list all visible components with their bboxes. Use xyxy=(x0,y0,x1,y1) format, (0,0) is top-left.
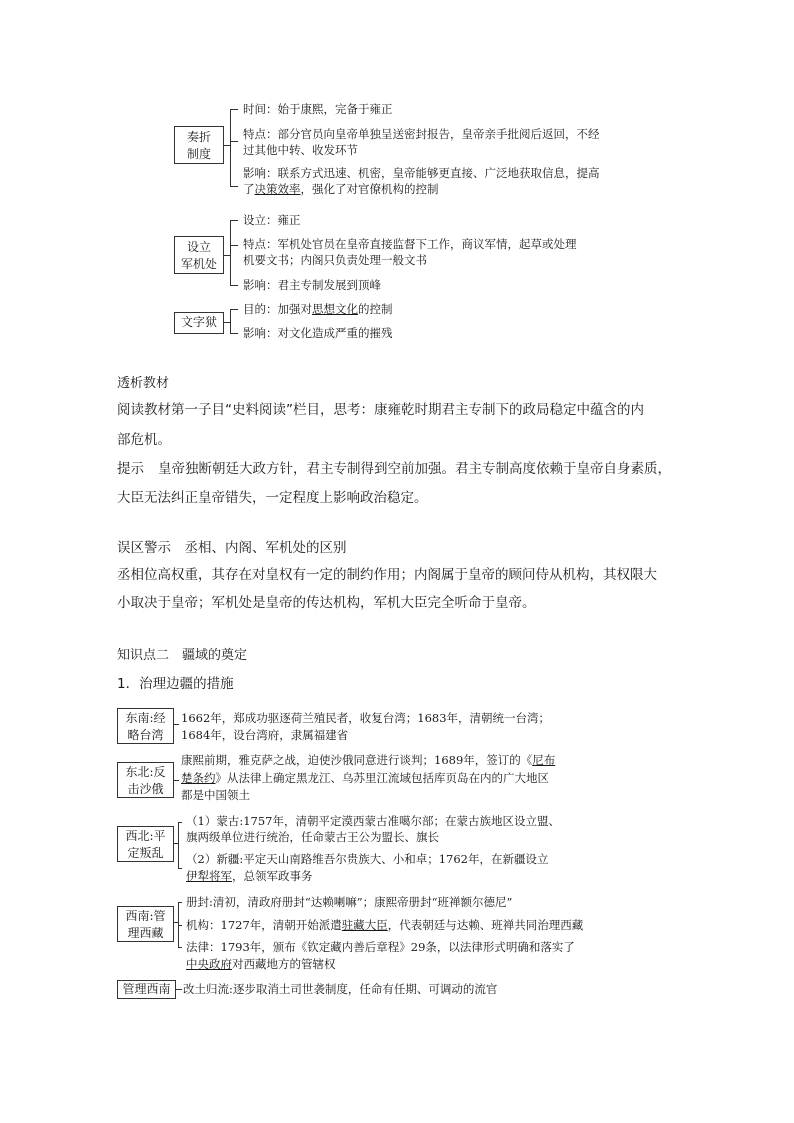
node-zouzhe xyxy=(174,126,224,164)
southwest-line3: 法律：1793年，颁布《钦定藏内善后章程》29条，以法律形式明确和落实了 xyxy=(186,940,575,954)
southwest-line1: 册封:清初，清政府册封“达赖喇嘛”；康熙帝册封“班禅额尔德尼” xyxy=(186,895,513,909)
southwest-line4 xyxy=(186,956,336,972)
southwest-line2-b: ，代表朝廷与达赖、班禅共同治理西藏 xyxy=(387,918,584,932)
warning-line2: 小取决于皇帝；军机处是皇帝的传达机构，军机大臣完全听命于皇帝。 xyxy=(117,595,536,611)
node-northwest xyxy=(117,826,174,862)
node-manage-southwest-label: 管理西南 xyxy=(122,982,171,996)
connector-line xyxy=(230,220,231,285)
textbook-heading: 透析教材 xyxy=(117,376,170,391)
connector-line xyxy=(230,186,238,187)
connector-line xyxy=(230,333,238,334)
northeast-line1-underlined: 尼布 xyxy=(532,753,556,767)
southwest-line4-underlined: 中央政府 xyxy=(186,957,232,971)
answer-tag: 提示 xyxy=(117,461,144,477)
answer-text-1: 皇帝独断朝廷大政方针，君主专制得到空前加强。君主专制高度依赖于皇帝自身素质， xyxy=(158,461,671,477)
node-wenziyu-label: 文字狱 xyxy=(180,315,217,329)
northwest-line4 xyxy=(186,868,313,884)
wenziyu-purpose-underlined: 思想文化 xyxy=(312,302,358,316)
zouzhe-impact-1: 影响：联系方式迅速、机密，皇帝能够更直接、广泛地获取信息，提高 xyxy=(243,166,600,180)
connector-line xyxy=(178,947,182,948)
warning-line1: 丞相位高权重，其存在对皇权有一定的制约作用；内阁属于皇帝的顾问侍从机构，其权限大 xyxy=(117,567,657,583)
wenziyu-impact: 影响：对文化造成严重的摧残 xyxy=(243,326,393,340)
southwest-line2 xyxy=(186,917,583,933)
node-southwest-label: 西南:管 理西藏 xyxy=(125,909,166,940)
connector-line xyxy=(230,309,231,333)
textbook-answer-line1 xyxy=(117,457,671,481)
node-junjichu xyxy=(174,236,224,274)
northeast-line1 xyxy=(181,752,555,768)
northwest-line4-underlined: 伊犁将军 xyxy=(186,869,232,883)
southeast-line2: 1684年，设台湾府，隶属福建省 xyxy=(181,728,349,742)
warning-heading: 误区警示 丞相、内阁、军机处的区别 xyxy=(117,540,347,556)
northwest-line3: （2）新疆:平定天山南路维吾尔贵族大、小和卓；1762年，在新疆设立 xyxy=(186,852,549,866)
northwest-line2: 旗两级单位进行统治，任命蒙古王公为盟长、旗长 xyxy=(186,830,439,844)
connector-line xyxy=(230,285,238,286)
junjichu-feature-1: 特点：军机处官员在皇帝直接监督下工作，商议军情，起草或处理 xyxy=(243,237,577,251)
node-southwest xyxy=(117,906,174,942)
junjichu-setup: 设立：雍正 xyxy=(243,213,301,227)
connector-line xyxy=(178,902,182,903)
textbook-question-line2: 部危机。 xyxy=(117,432,171,448)
node-wenziyu xyxy=(174,312,224,334)
textbook-answer-line2: 大臣无法纠正皇帝错失，一定程度上影响政治稳定。 xyxy=(117,490,428,506)
connector-line xyxy=(178,925,182,926)
northwest-line4-text: ，总领军政事务 xyxy=(232,869,313,883)
zouzhe-impact-suffix: ，强化了对官僚机构的控制 xyxy=(300,182,439,196)
junjichu-impact: 影响：君主专制发展到顶峰 xyxy=(243,278,381,292)
zouzhe-feature-2: 过其他中转、收发环节 xyxy=(243,143,358,157)
southeast-line1: 1662年，郑成功驱逐荷兰殖民者，收复台湾；1683年，清朝统一台湾； xyxy=(181,711,551,725)
zouzhe-impact-prefix: 了 xyxy=(243,182,255,196)
junjichu-feature-2: 机要文书；内阁只负责处理一般文书 xyxy=(243,253,427,267)
zouzhe-impact-2 xyxy=(243,181,439,197)
connector-line xyxy=(174,780,179,781)
connector-line xyxy=(174,724,179,725)
zouzhe-impact-underlined: 决策效率 xyxy=(254,182,301,196)
section2-heading: 知识点二 疆域的奠定 xyxy=(117,648,248,663)
node-junjichu-label: 设立 军机处 xyxy=(180,240,217,271)
node-southeast-label: 东南:经 略台湾 xyxy=(125,711,166,742)
wenziyu-purpose xyxy=(243,301,393,317)
textbook-question-line1: 阅读教材第一子目“史料阅读”栏目，思考：康雍乾时期君主专制下的政局稳定中蕴含的内 xyxy=(117,402,644,418)
node-zouzhe-label: 奏折 制度 xyxy=(186,130,211,161)
zouzhe-feature-1: 特点：部分官员向皇帝单独呈送密封报告，皇帝亲手批阅后返回，不经 xyxy=(243,127,600,141)
connector-line xyxy=(230,109,238,110)
connector-line xyxy=(178,822,182,823)
northeast-line3: 都是中国领土 xyxy=(181,788,250,802)
connector-line xyxy=(178,822,179,868)
wenziyu-purpose-suffix: 的控制 xyxy=(358,302,393,316)
node-manage-southwest xyxy=(117,980,176,999)
northeast-line2-text: 》从法律上确定黑龙江、乌苏里江流域包括库页岛在内的广大地区 xyxy=(215,771,549,785)
northeast-line2 xyxy=(181,770,549,786)
node-southeast xyxy=(117,708,174,744)
northwest-line1: （1）蒙古:1757年，清朝平定漠西蒙古准噶尔部；在蒙古族地区设立盟、 xyxy=(186,814,560,828)
northeast-line2-underlined: 楚条约 xyxy=(181,771,216,785)
connector-line xyxy=(230,245,238,246)
connector-line xyxy=(178,868,182,869)
connector-line xyxy=(230,220,238,221)
section2-sub1: 1．治理边疆的措施 xyxy=(117,676,234,692)
southwest-line4-text: 对西藏地方的管辖权 xyxy=(232,957,336,971)
node-northwest-label: 西北:平 定叛乱 xyxy=(125,829,166,860)
connector-line xyxy=(230,141,238,142)
node-northeast xyxy=(117,762,174,798)
northeast-line1-text: 康熙前期，雅克萨之战，迫使沙俄同意进行谈判；1689年，签订的《 xyxy=(181,753,533,767)
node-northeast-label: 东北:反 击沙俄 xyxy=(125,765,166,796)
zouzhe-time: 时间：始于康熙，完备于雍正 xyxy=(243,102,393,116)
manage-southwest-line1: 改土归流:逐步取消土司世袭制度，任命有任期、可调动的流官 xyxy=(183,982,498,996)
southwest-line2-a: 机构：1727年，清朝开始派遣 xyxy=(186,918,342,932)
wenziyu-purpose-prefix: 目的：加强对 xyxy=(243,302,312,316)
southwest-line2-underlined: 驻藏大臣 xyxy=(341,918,388,932)
connector-line xyxy=(230,109,231,186)
connector-line xyxy=(176,989,182,990)
connector-line xyxy=(230,309,238,310)
